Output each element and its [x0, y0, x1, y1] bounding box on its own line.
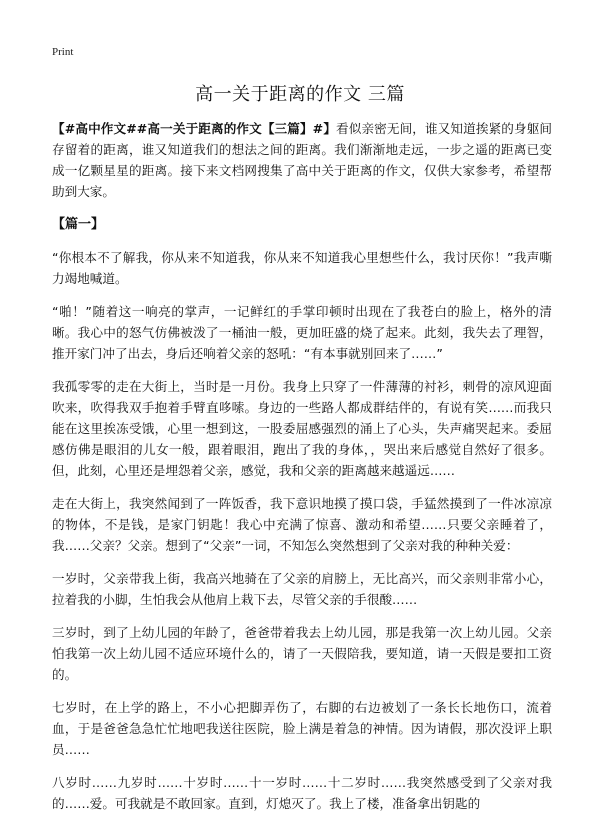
- body-paragraph: “你根本不了解我，你从来不知道我，你从来不知道我心里想些什么，我讨厌你！”我声嘶力竭地喊道。: [52, 250, 552, 286]
- body-paragraph: 我孤零零的走在大街上，当时是一月份。我身上只穿了一件薄薄的衬衫，刺骨的凉风迎面吹来，吹得我双手抱着手臂直哆嗦。身边的一些路人都成群结伴的，有说有笑……而我只能在这里挨冻受饿，心里一想到这，一股委屈感强烈的涌上了心头，失声痛哭起来。委屈感仿佛是眼泪的儿女一般，跟着眼泪，跑出了我的身体，，哭出来后感觉自然好了很多。但，此刻，心里还是埋怨着父亲，感觉，我和父亲的距离越来越遥远……: [52, 379, 552, 478]
- print-link[interactable]: Print: [52, 46, 74, 58]
- article-body: [52, 118, 552, 826]
- intro-tags: 【#高中作文#​#高一关于距离的作文【三篇】#】: [52, 121, 337, 136]
- intro-text: 看似亲密无间，谁又知道挨紧的身躯间存留着的距离，谁又知道我们的想法之间的距离。我们渐渐地走远，一步之遥的距离已变成一亿颗星星的距离。接下来文档网搜集了高中关于距离的作文，仅供大家参考，希望帮助到大家。: [52, 121, 552, 199]
- intro-paragraph: [52, 118, 552, 202]
- body-paragraph: “啪！”随着这一响亮的掌声，一记鲜红的手掌印顿时出现在了我苍白的脸上，格外的清晰。我心中的怒气仿佛被泼了一桶油一般，更加旺盛的烧了起来。此刻，我失去了理智，推开家门冲了出去，身后还响着父亲的怒吼：“有本事就别回来了……”: [52, 304, 552, 361]
- section-heading: 【篇一】: [52, 217, 105, 232]
- body-paragraph: 一岁时，父亲带我上街，我高兴地骑在了父亲的肩膀上，无比高兴，而父亲则非常小心，拉着我的小脚，生怕我会从他肩上栽下去，尽管父亲的手很酸……: [52, 571, 552, 607]
- body-paragraph: 走在大街上，我突然闻到了一阵饭香，我下意识地摸了摸口袋，手猛然摸到了一件冰凉凉的物体，不是钱，是家门钥匙！我心中充满了惊喜、激动和希望……只要父亲睡着了，我……父亲？父亲。想到了“父亲”一词，不知怎么突然想到了父亲对我的种种关爱：: [52, 496, 552, 553]
- body-paragraph: 三岁时，到了上幼儿园的年龄了，爸爸带着我去上幼儿园，那是我第一次上幼儿园。父亲怕我第一次上幼儿园不适应环境什么的，请了一天假陪我，要知道，请一天假是要扣工资的。: [52, 625, 552, 682]
- body-paragraph: 八岁时……九岁时……十岁时……十一岁时……十二岁时……我突然感受到了父亲对我的……爱。可我就是不敢回家。直到，灯熄灭了。我上了楼，准备拿出钥匙的: [52, 775, 552, 811]
- document-title: 高一关于距离的作文 三篇: [195, 84, 405, 105]
- body-paragraph: 七岁时，在上学的路上，不小心把脚弄伤了，右脚的右边被划了一条长长地伤口，流着血，于是爸爸急急忙忙地吧我送往医院，脸上满是着急的神情。因为请假，那次没评上职员……: [52, 700, 552, 757]
